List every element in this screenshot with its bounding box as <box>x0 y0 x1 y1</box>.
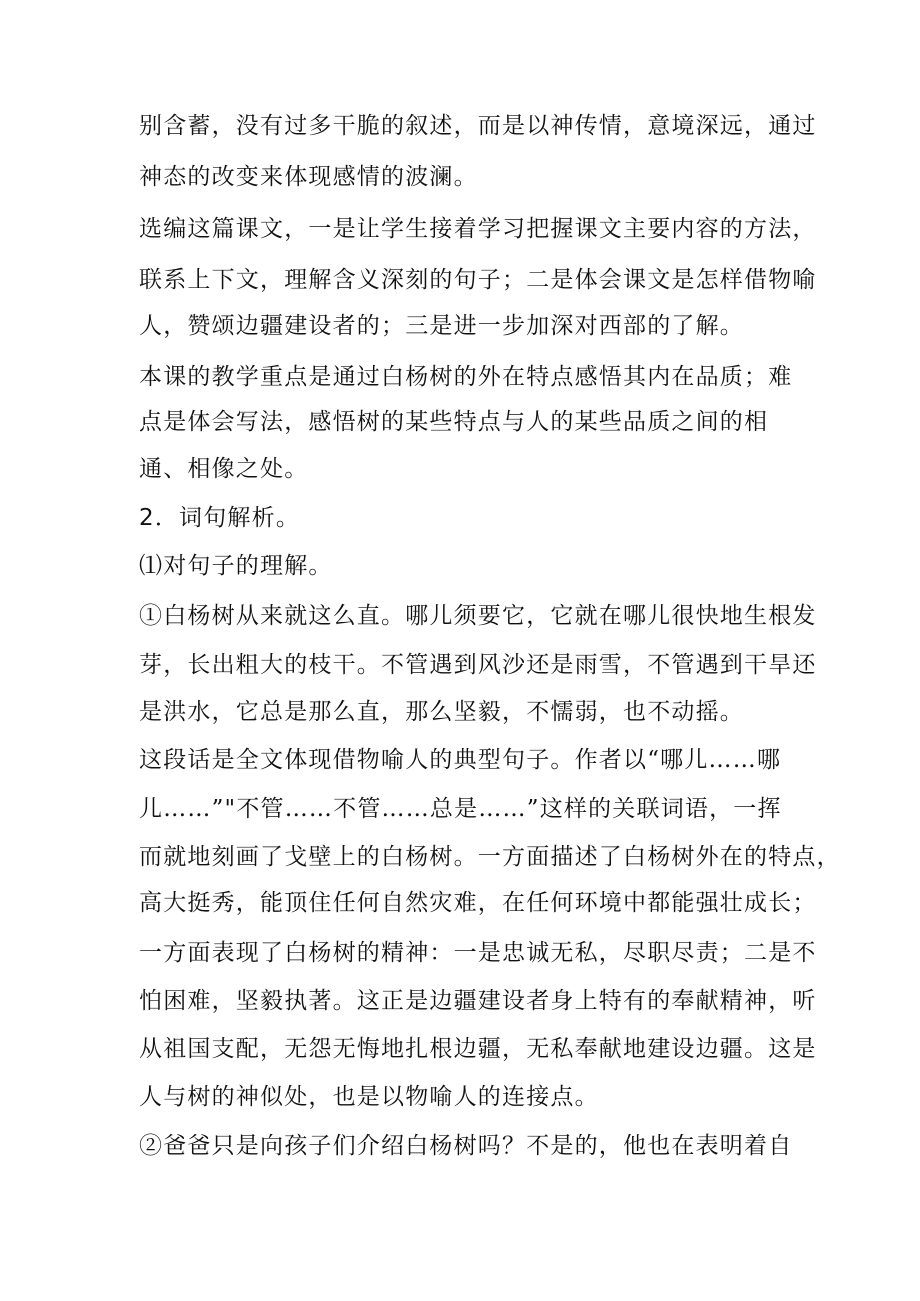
section-heading: 2．词句解析。 <box>139 505 301 531</box>
text-line-17: 高大挺秀，能顶住任何自然灾难，在任何环境中都能强壮成长； <box>139 890 817 916</box>
subsection-heading: ⑴对句子的理解。 <box>139 553 333 579</box>
text-line-8: 通、相像之处。 <box>139 456 309 482</box>
text-line-21: 人与树的神似处，也是以物喻人的连接点。 <box>139 1084 599 1110</box>
text-line-4: 联系上下文，理解含义深刻的句子；二是体会课文是怎样借物喻 <box>139 267 817 293</box>
text-line-13: 是洪水，它总是那么直，那么坚毅，不懦弱，也不动摇。 <box>139 699 744 725</box>
text-line-11: ①白杨树从来就这么直。哪儿须要它，它就在哪儿很快地生根发 <box>139 603 817 629</box>
text-line-19: 怕困难，坚毅执著。这正是边疆建设者身上特有的奉献精神，听 <box>139 988 817 1014</box>
text-line-3: 选编这篇课文，一是让学生接着学习把握课文主要内容的方法， <box>139 216 817 242</box>
text-line-20: 从祖国支配，无怨无悔地扎根边疆，无私奉献地建设边疆。这是 <box>139 1036 817 1062</box>
text-line-15: 儿……”"不管……不管……总是……”这样的关联词语，一挥 <box>139 796 782 822</box>
text-line-16: 而就地刻画了戈壁上的白杨树。一方面描述了白杨树外在的特点， <box>139 844 841 870</box>
text-line-1: 别含蓄，没有过多干脆的叙述，而是以神传情，意境深远，通过 <box>139 113 817 139</box>
text-line-7: 点是体会写法，感悟树的某些特点与人的某些品质之间的相 <box>139 409 769 435</box>
text-line-6: 本课的教学重点是通过白杨树的外在特点感悟其内在品质；难 <box>139 364 793 390</box>
text-line-12: 芽，长出粗大的枝干。不管遇到风沙还是雨雪，不管遇到干旱还 <box>139 652 817 678</box>
text-line-14: 这段话是全文体现借物喻人的典型句子。作者以“哪儿……哪 <box>139 747 782 773</box>
text-line-2: 神态的改变来体现感情的波澜。 <box>139 164 478 190</box>
text-line-5: 人，赞颂边疆建设者的；三是进一步加深对西部的了解。 <box>139 313 744 339</box>
text-line-22: ②爸爸只是向孩子们介绍白杨树吗？不是的，他也在表明着自 <box>139 1133 793 1159</box>
text-line-18: 一方面表现了白杨树的精神：一是忠诚无私，尽职尽责；二是不 <box>139 940 817 966</box>
